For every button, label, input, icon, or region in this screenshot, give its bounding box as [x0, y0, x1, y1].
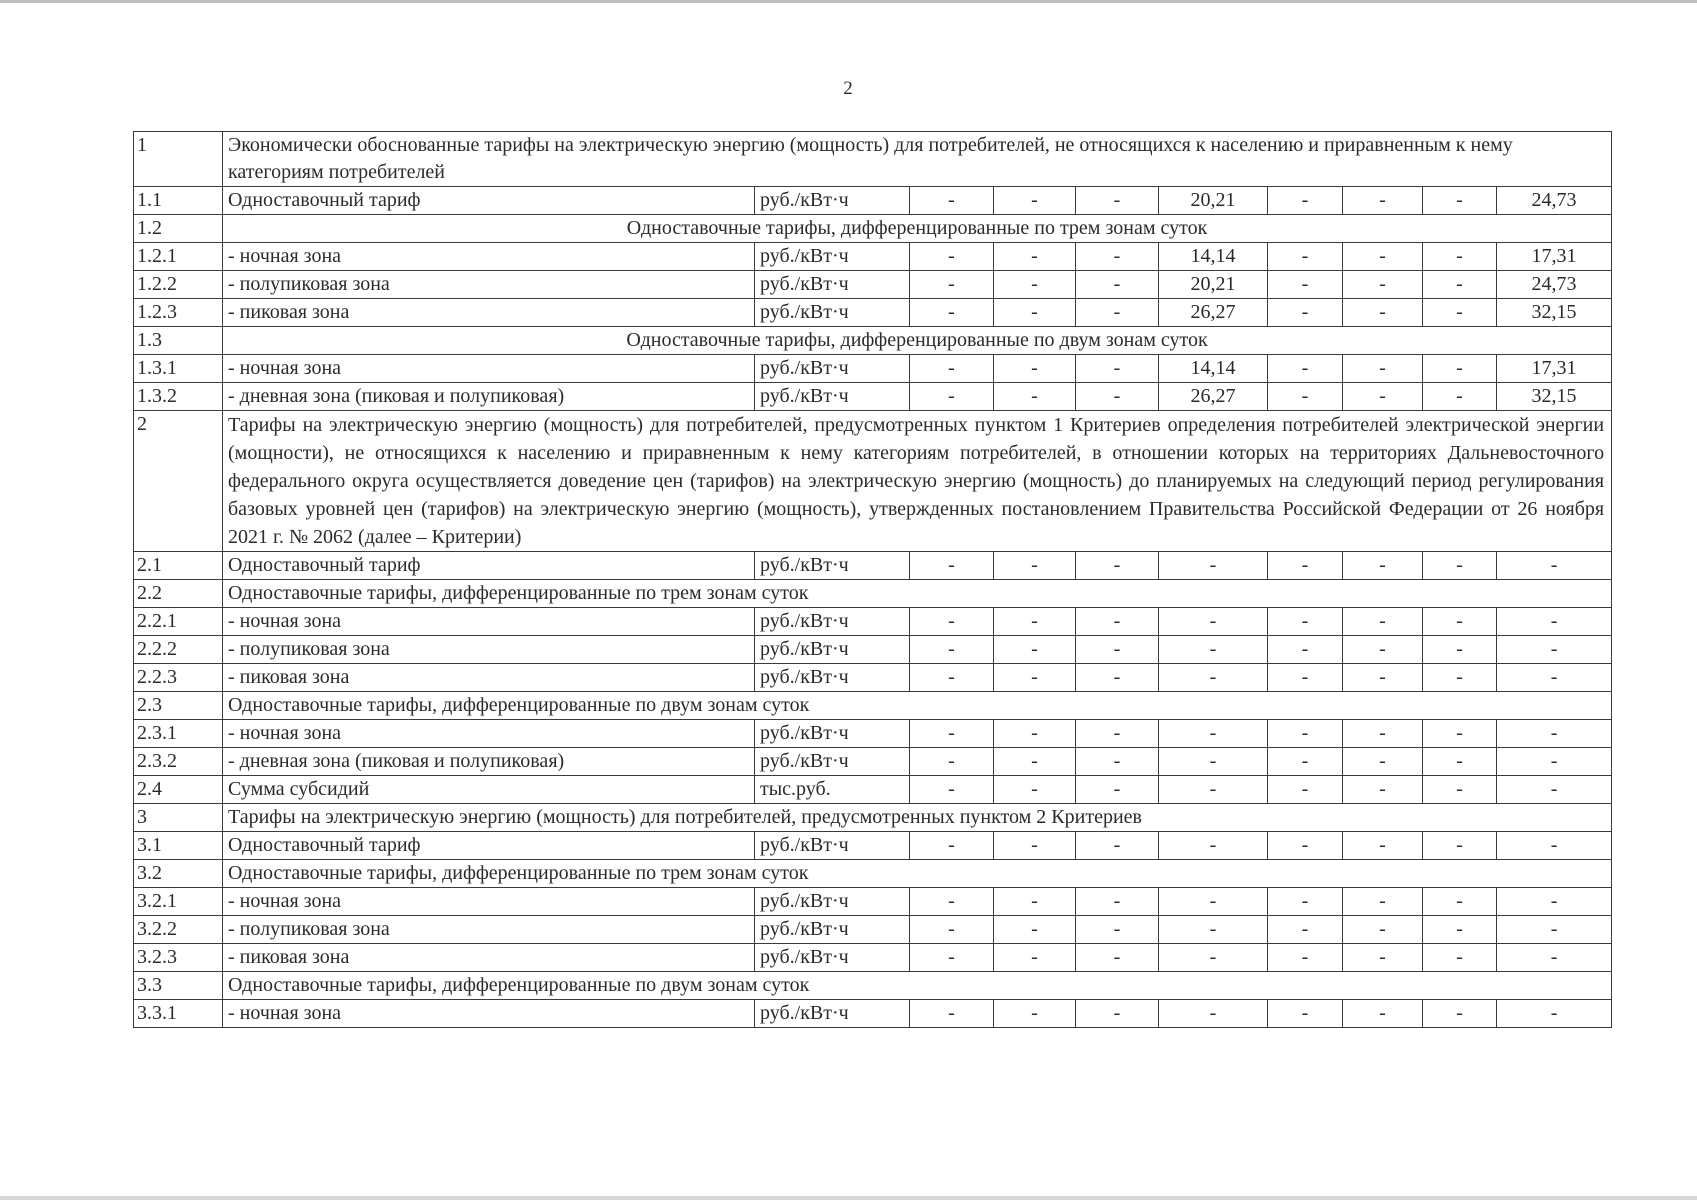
value-cell: -: [910, 243, 994, 271]
value-cell: -: [1076, 383, 1159, 411]
value-cell: -: [1268, 888, 1343, 916]
value-cell: -: [1076, 1000, 1159, 1028]
value-cell: -: [1343, 832, 1423, 860]
page-number: 2: [843, 78, 853, 99]
value-cell: -: [1268, 636, 1343, 664]
row-name: - дневная зона (пиковая и полупиковая): [223, 383, 755, 411]
value-cell: -: [994, 552, 1076, 580]
table-row: [134, 271, 1612, 299]
row-name: - пиковая зона: [223, 664, 755, 692]
value-cell: -: [910, 187, 994, 215]
value-cell: -: [1343, 243, 1423, 271]
row-unit: руб./кВт·ч: [755, 299, 910, 327]
row-unit: руб./кВт·ч: [755, 1000, 910, 1028]
value-cell: -: [910, 776, 994, 804]
value-cell: -: [1423, 916, 1497, 944]
table-row: [134, 636, 1612, 664]
value-cell: -: [1076, 944, 1159, 972]
value-cell: -: [994, 776, 1076, 804]
value-cell: -: [1076, 664, 1159, 692]
value-cell: -: [1423, 888, 1497, 916]
page-top-edge: [0, 0, 1697, 3]
value-cell: -: [910, 832, 994, 860]
value-cell: 32,15: [1497, 299, 1612, 327]
table-row: [134, 187, 1612, 215]
value-cell: -: [910, 355, 994, 383]
subsection-row: [134, 215, 1612, 243]
row-number: 2.3.2: [134, 748, 223, 776]
value-cell: -: [1268, 552, 1343, 580]
value-cell: -: [1423, 299, 1497, 327]
row-unit: руб./кВт·ч: [755, 888, 910, 916]
row-name: - пиковая зона: [223, 299, 755, 327]
row-unit: руб./кВт·ч: [755, 916, 910, 944]
value-cell: -: [1423, 355, 1497, 383]
value-cell: -: [1159, 916, 1268, 944]
table-row: [134, 355, 1612, 383]
value-cell: -: [1076, 187, 1159, 215]
value-cell: -: [1076, 888, 1159, 916]
value-cell: -: [1343, 383, 1423, 411]
value-cell: -: [1343, 944, 1423, 972]
value-cell: -: [1343, 1000, 1423, 1028]
row-number: 3.3.1: [134, 1000, 223, 1028]
value-cell: -: [910, 299, 994, 327]
value-cell: 20,21: [1159, 271, 1268, 299]
value-cell: -: [910, 748, 994, 776]
row-number: 1.2: [134, 215, 223, 243]
section-row: [134, 132, 1612, 187]
row-unit: руб./кВт·ч: [755, 187, 910, 215]
value-cell: 20,21: [1159, 187, 1268, 215]
value-cell: -: [1159, 636, 1268, 664]
value-cell: -: [1268, 944, 1343, 972]
row-name: Одноставочный тариф: [223, 832, 755, 860]
value-cell: -: [994, 720, 1076, 748]
value-cell: -: [1497, 776, 1612, 804]
value-cell: -: [1159, 776, 1268, 804]
value-cell: -: [994, 664, 1076, 692]
row-number: 2.4: [134, 776, 223, 804]
row-unit: тыс.руб.: [755, 776, 910, 804]
value-cell: 14,14: [1159, 243, 1268, 271]
row-number: 2.2.2: [134, 636, 223, 664]
row-name: - пиковая зона: [223, 944, 755, 972]
value-cell: -: [1423, 187, 1497, 215]
value-cell: -: [1423, 748, 1497, 776]
value-cell: -: [994, 636, 1076, 664]
row-unit: руб./кВт·ч: [755, 608, 910, 636]
value-cell: -: [1343, 776, 1423, 804]
row-name: - полупиковая зона: [223, 636, 755, 664]
value-cell: -: [994, 944, 1076, 972]
row-number: 3.2: [134, 860, 223, 888]
table-row: [134, 383, 1612, 411]
value-cell: -: [1423, 832, 1497, 860]
value-cell: -: [994, 832, 1076, 860]
value-cell: -: [1497, 720, 1612, 748]
value-cell: -: [1423, 664, 1497, 692]
value-cell: -: [1268, 187, 1343, 215]
value-cell: -: [1076, 832, 1159, 860]
value-cell: -: [1076, 299, 1159, 327]
value-cell: -: [1159, 1000, 1268, 1028]
row-number: 1.3.2: [134, 383, 223, 411]
value-cell: -: [1076, 720, 1159, 748]
table-row: [134, 552, 1612, 580]
value-cell: -: [1423, 944, 1497, 972]
section-number: 3: [134, 804, 223, 832]
value-cell: -: [1076, 748, 1159, 776]
value-cell: 32,15: [1497, 383, 1612, 411]
value-cell: 24,73: [1497, 187, 1612, 215]
table-row: [134, 832, 1612, 860]
value-cell: -: [1268, 776, 1343, 804]
section-title: Тарифы на электрическую энергию (мощность) для потребителей, предусмотренных пунктом 1 Критериев определения потребителей электрической энергии (мощности), не относящихся к населению и приравненным к нему категориям потребителей, в отношении которых на территориях Дальневосточного федерального округа осуществляется доведение цен (тарифов) на электрическую энергию (мощность) до планируемых на следующий период регулирования базовых уровней цен (тарифов) на электрическую энергию (мощность), утвержденных постановлением Правительства Российской Федерации от 26 ноября 2021 г. № 2062 (далее – Критерии): [223, 411, 1612, 552]
subsection-title: Одноставочные тарифы, дифференцированные по трем зонам суток: [223, 580, 1612, 608]
table-row: [134, 776, 1612, 804]
row-number: 2.2.1: [134, 608, 223, 636]
row-name: - ночная зона: [223, 608, 755, 636]
table-row: [134, 916, 1612, 944]
row-number: 2.1: [134, 552, 223, 580]
row-name: - ночная зона: [223, 1000, 755, 1028]
value-cell: -: [1076, 608, 1159, 636]
value-cell: 24,73: [1497, 271, 1612, 299]
value-cell: -: [1076, 243, 1159, 271]
value-cell: -: [994, 383, 1076, 411]
value-cell: -: [1159, 664, 1268, 692]
value-cell: -: [1076, 636, 1159, 664]
row-name: Сумма субсидий: [223, 776, 755, 804]
table-row: [134, 1000, 1612, 1028]
value-cell: -: [1159, 888, 1268, 916]
value-cell: -: [1159, 832, 1268, 860]
value-cell: -: [910, 271, 994, 299]
section-row: [134, 411, 1612, 552]
value-cell: -: [1497, 832, 1612, 860]
subsection-title: Одноставочные тарифы, дифференцированные по двум зонам суток: [223, 327, 1612, 355]
row-name: - ночная зона: [223, 888, 755, 916]
value-cell: -: [1497, 944, 1612, 972]
row-number: 3.3: [134, 972, 223, 1000]
subsection-row: [134, 327, 1612, 355]
row-unit: руб./кВт·ч: [755, 720, 910, 748]
value-cell: 26,27: [1159, 299, 1268, 327]
value-cell: -: [994, 299, 1076, 327]
value-cell: -: [1497, 636, 1612, 664]
value-cell: -: [1268, 664, 1343, 692]
value-cell: -: [1159, 608, 1268, 636]
value-cell: -: [910, 944, 994, 972]
row-name: - дневная зона (пиковая и полупиковая): [223, 748, 755, 776]
tariffs-table-body: [134, 132, 1612, 1028]
row-number: 1.3.1: [134, 355, 223, 383]
value-cell: -: [1497, 916, 1612, 944]
value-cell: -: [1497, 608, 1612, 636]
value-cell: -: [1268, 355, 1343, 383]
value-cell: 14,14: [1159, 355, 1268, 383]
row-name: - ночная зона: [223, 720, 755, 748]
value-cell: -: [1423, 1000, 1497, 1028]
value-cell: -: [1343, 187, 1423, 215]
value-cell: -: [994, 916, 1076, 944]
value-cell: -: [910, 916, 994, 944]
value-cell: -: [1343, 720, 1423, 748]
value-cell: -: [1076, 916, 1159, 944]
value-cell: -: [994, 271, 1076, 299]
row-unit: руб./кВт·ч: [755, 664, 910, 692]
table-row: [134, 299, 1612, 327]
value-cell: -: [1423, 776, 1497, 804]
value-cell: -: [1423, 720, 1497, 748]
row-number: 1.3: [134, 327, 223, 355]
row-number: 2.3.1: [134, 720, 223, 748]
value-cell: -: [994, 888, 1076, 916]
value-cell: -: [1497, 552, 1612, 580]
value-cell: -: [994, 243, 1076, 271]
value-cell: -: [910, 664, 994, 692]
row-number: 3.2.3: [134, 944, 223, 972]
subsection-title: Одноставочные тарифы, дифференцированные по двум зонам суток: [223, 972, 1612, 1000]
value-cell: -: [1423, 608, 1497, 636]
value-cell: -: [1268, 748, 1343, 776]
row-number: 3.2.1: [134, 888, 223, 916]
value-cell: -: [1423, 636, 1497, 664]
row-number: 3.1: [134, 832, 223, 860]
row-name: - полупиковая зона: [223, 271, 755, 299]
value-cell: -: [1343, 299, 1423, 327]
table-row: [134, 944, 1612, 972]
section-number: 2: [134, 411, 223, 552]
row-number: 1.2.1: [134, 243, 223, 271]
subsection-title: Одноставочные тарифы, дифференцированные по трем зонам суток: [223, 860, 1612, 888]
tariffs-table: [133, 131, 1612, 1028]
value-cell: -: [1343, 608, 1423, 636]
row-name: - полупиковая зона: [223, 916, 755, 944]
subsection-row: [134, 860, 1612, 888]
value-cell: -: [1268, 916, 1343, 944]
value-cell: -: [1268, 243, 1343, 271]
value-cell: -: [1423, 383, 1497, 411]
value-cell: -: [994, 187, 1076, 215]
value-cell: -: [1268, 1000, 1343, 1028]
value-cell: -: [1423, 271, 1497, 299]
row-unit: руб./кВт·ч: [755, 271, 910, 299]
table-row: [134, 888, 1612, 916]
value-cell: -: [1343, 888, 1423, 916]
subsection-title: Одноставочные тарифы, дифференцированные по трем зонам суток: [223, 215, 1612, 243]
value-cell: -: [1497, 1000, 1612, 1028]
value-cell: -: [1423, 243, 1497, 271]
table-row: [134, 720, 1612, 748]
row-unit: руб./кВт·ч: [755, 383, 910, 411]
section-number: 1: [134, 132, 223, 187]
value-cell: -: [910, 636, 994, 664]
table-row: [134, 748, 1612, 776]
value-cell: -: [1268, 299, 1343, 327]
value-cell: -: [1343, 552, 1423, 580]
value-cell: -: [910, 552, 994, 580]
value-cell: -: [1268, 383, 1343, 411]
section-title: Экономически обоснованные тарифы на электрическую энергию (мощность) для потребителей, не относящихся к населению и приравненным к нему категориям потребителей: [223, 132, 1612, 187]
value-cell: -: [1076, 355, 1159, 383]
subsection-title: Одноставочные тарифы, дифференцированные по двум зонам суток: [223, 692, 1612, 720]
section-title: Тарифы на электрическую энергию (мощность) для потребителей, предусмотренных пунктом 2 Критериев: [223, 804, 1612, 832]
value-cell: -: [1268, 720, 1343, 748]
value-cell: -: [910, 383, 994, 411]
value-cell: -: [1423, 552, 1497, 580]
row-number: 2.3: [134, 692, 223, 720]
row-number: 2.2: [134, 580, 223, 608]
value-cell: 26,27: [1159, 383, 1268, 411]
page-bottom-edge: [0, 1196, 1697, 1200]
value-cell: -: [1343, 636, 1423, 664]
row-unit: руб./кВт·ч: [755, 832, 910, 860]
subsection-row: [134, 580, 1612, 608]
value-cell: -: [1343, 748, 1423, 776]
value-cell: -: [994, 1000, 1076, 1028]
value-cell: -: [1159, 552, 1268, 580]
value-cell: -: [1076, 271, 1159, 299]
subsection-row: [134, 692, 1612, 720]
value-cell: -: [910, 1000, 994, 1028]
value-cell: -: [910, 608, 994, 636]
row-number: 1.2.2: [134, 271, 223, 299]
row-unit: руб./кВт·ч: [755, 944, 910, 972]
table-row: [134, 243, 1612, 271]
value-cell: -: [994, 608, 1076, 636]
row-number: 3.2.2: [134, 916, 223, 944]
value-cell: -: [1268, 271, 1343, 299]
row-number: 1.1: [134, 187, 223, 215]
value-cell: -: [1076, 552, 1159, 580]
subsection-row: [134, 972, 1612, 1000]
row-name: Одноставочный тариф: [223, 187, 755, 215]
row-unit: руб./кВт·ч: [755, 552, 910, 580]
value-cell: -: [1159, 944, 1268, 972]
row-unit: руб./кВт·ч: [755, 243, 910, 271]
value-cell: -: [910, 720, 994, 748]
row-name: - ночная зона: [223, 355, 755, 383]
value-cell: -: [1268, 832, 1343, 860]
value-cell: -: [1497, 888, 1612, 916]
table-row: [134, 608, 1612, 636]
row-name: Одноставочный тариф: [223, 552, 755, 580]
value-cell: -: [994, 748, 1076, 776]
value-cell: -: [1159, 748, 1268, 776]
value-cell: -: [910, 888, 994, 916]
value-cell: -: [1343, 355, 1423, 383]
row-unit: руб./кВт·ч: [755, 355, 910, 383]
value-cell: 17,31: [1497, 355, 1612, 383]
value-cell: 17,31: [1497, 243, 1612, 271]
value-cell: -: [1343, 271, 1423, 299]
value-cell: -: [1159, 720, 1268, 748]
section-row: [134, 804, 1612, 832]
value-cell: -: [1497, 748, 1612, 776]
row-number: 1.2.3: [134, 299, 223, 327]
value-cell: -: [1076, 776, 1159, 804]
row-unit: руб./кВт·ч: [755, 636, 910, 664]
row-name: - ночная зона: [223, 243, 755, 271]
value-cell: -: [1343, 664, 1423, 692]
table-row: [134, 664, 1612, 692]
value-cell: -: [1343, 916, 1423, 944]
row-unit: руб./кВт·ч: [755, 748, 910, 776]
value-cell: -: [1497, 664, 1612, 692]
row-number: 2.2.3: [134, 664, 223, 692]
value-cell: -: [1268, 608, 1343, 636]
value-cell: -: [994, 355, 1076, 383]
